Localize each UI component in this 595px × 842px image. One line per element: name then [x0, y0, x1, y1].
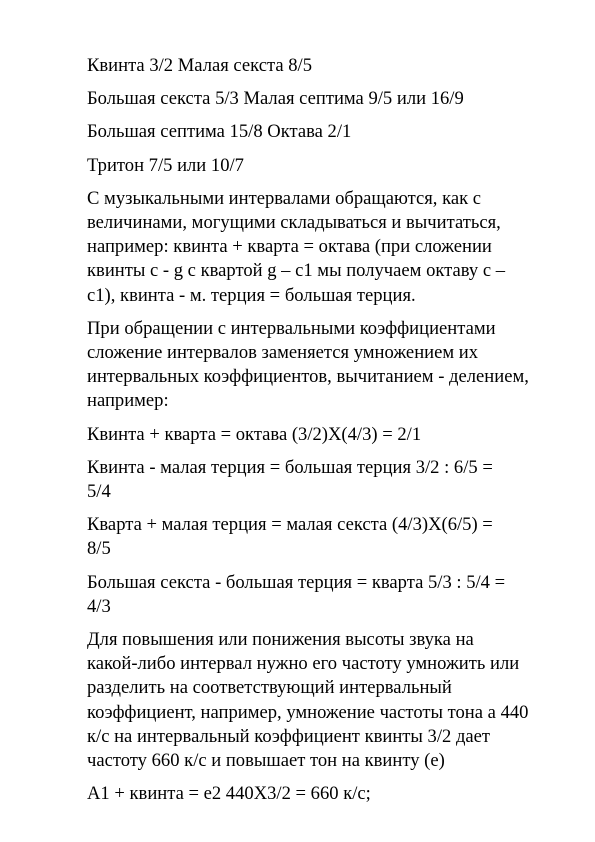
text-line: При обращении с интервальными коэффициентами [87, 317, 496, 339]
paragraph [58, 120, 530, 144]
paragraph [58, 513, 530, 561]
text-line: коэффициент, например, умножение частоты тона а 440 [87, 701, 529, 723]
text-line: частоту 660 к/с и повышает тон на квинту (е) [87, 750, 445, 772]
paragraph [58, 317, 530, 414]
text-line: к/с на интервальный коэффициент квинты 3/2 дает [87, 725, 491, 747]
text-line: например: [87, 390, 169, 412]
text-line: Большая септима 15/8 Октава 2/1 [87, 121, 352, 143]
text-line: Для повышения или понижения высоты звука на [87, 629, 474, 651]
text-line: Тритон 7/5 или 10/7 [87, 154, 244, 176]
text-line: А1 + квинта = е2 440Х3/2 = 660 к/с; [87, 783, 371, 805]
text-line: С музыкальными интервалами обращаются, как с [87, 187, 482, 209]
text-line: интервальных коэффициентов, вычитанием - делением, [87, 366, 529, 388]
paragraph [58, 456, 530, 504]
document-body [58, 54, 530, 815]
text-line: Квинта + кварта = октава (3/2)Х(4/3) = 2/1 [87, 423, 422, 445]
text-line: квинты c - g с квартой g – c1 мы получаем октаву с – [87, 260, 506, 282]
text-line: например: квинта + кварта = октава (при сложении [87, 236, 492, 258]
paragraph [58, 154, 530, 178]
text-line: какой-либо интервал нужно его частоту умножить или [87, 653, 520, 675]
text-line: 8/5 [87, 538, 111, 560]
text-line: величинами, могущими складываться и вычитаться, [87, 212, 501, 234]
paragraph [58, 423, 530, 447]
text-line: с1), квинта - м. терция = большая терция. [87, 284, 416, 306]
text-line: Большая секста - большая терция = кварта 5/3 : 5/4 = [87, 571, 506, 593]
paragraph [58, 782, 530, 806]
text-line: Большая секста 5/3 Малая септима 9/5 или 16/9 [87, 88, 464, 110]
paragraph [58, 628, 530, 773]
paragraph [58, 571, 530, 619]
text-line: разделить на соответствующий интервальный [87, 677, 452, 699]
text-line: сложение интервалов заменяется умножением их [87, 342, 479, 364]
text-line: 4/3 [87, 595, 111, 617]
text-line: Квинта 3/2 Малая секста 8/5 [87, 55, 312, 76]
paragraph [58, 54, 530, 78]
text-line: 5/4 [87, 481, 111, 503]
text-line: Кварта + малая терция = малая секста (4/3)Х(6/5) = [87, 514, 493, 536]
paragraph [58, 187, 530, 308]
paragraph [58, 87, 530, 111]
text-line: Квинта - малая терция = большая терция 3/2 : 6/5 = [87, 456, 493, 478]
